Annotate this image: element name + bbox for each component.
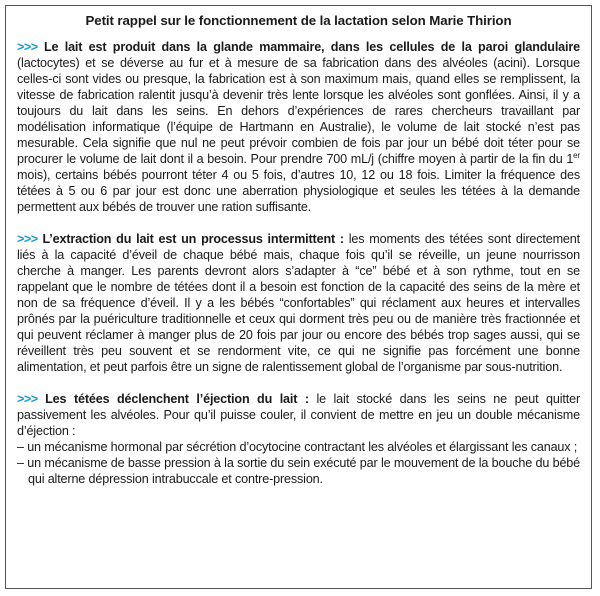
bullet-marker: >>> bbox=[17, 232, 38, 246]
section-ejection-intro bbox=[17, 391, 580, 439]
section-lead: Les tétées déclenchent l’éjection du lait : bbox=[45, 392, 309, 406]
section-lead: Le lait est produit dans la glande mammaire, dans les cellules de la paroi glandulaire bbox=[43, 40, 580, 54]
bullet-marker: >>> bbox=[17, 40, 38, 54]
list-item: – un mécanisme de basse pression à la sortie du sein exécuté par le mouvement de la bouche du bébé qui alterne dépression intrabuccale et contre-pression. bbox=[17, 456, 580, 486]
section-text: le lait stocké dans les seins ne peut quitter passivement les alvéoles. Pour qu’il puisse couler, il convient de mettre en jeu un double mécanisme d’éjection : bbox=[17, 392, 580, 438]
section-lead: L’extraction du lait est un processus intermittent : bbox=[42, 232, 344, 246]
section-ejection bbox=[17, 391, 580, 487]
superscript: er bbox=[573, 150, 580, 160]
section-text-continued: mois), certains bébés pourront téter 4 ou 5 fois, d’autres 10, 12 ou 18 fois. Limiter la fréquence des tétées à 5 ou 6 par jour est donc une aberration physiologique et seules les tétées à la demande permettent aux bébés de trouver une ration suffisante. bbox=[17, 168, 580, 214]
section-text: (lactocytes) et se déverse au fur et à mesure de sa fabrication dans des alvéoles (acini). Lorsque celles-ci sont vides ou presque, la fabrication est à son maximum mais, quand elles se remplissent, la vitesse de fabrication ralentit jusqu’à devenir très lente lorsque les alvéoles sont gonflées. Ainsi, il y a toujours du lait dans les seins. En dehors d’expériences de rares chercheurs travaillant par modélisation informatique (l’équipe de Hartmann en Australie), le volume de lait stocké n’est pas mesurable. Cela signifie que nul ne peut prévoir combien de fois par jour un bébé doit téter pour se procurer le volume de lait dont il a besoin. Pour prendre 700 mL/j (chiffre moyen à partir de la fin du 1 bbox=[17, 56, 580, 166]
box-title: Petit rappel sur le fonctionnement de la lactation selon Marie Thirion bbox=[85, 13, 512, 28]
mechanism-list bbox=[17, 439, 580, 487]
section-production bbox=[17, 39, 580, 215]
info-box bbox=[5, 5, 592, 589]
list-item: – un mécanisme hormonal par sécrétion d’ocytocine contractant les alvéoles et élargissant les canaux ; bbox=[17, 440, 578, 454]
bullet-marker: >>> bbox=[17, 392, 38, 406]
section-text: les moments des tétées sont directement liés à la capacité d’éveil de chaque bébé mais, chaque fois qu’il se réveille, un jeune nourrisson cherche à manger. Les parents devront alors s’adapter à “ce” bébé et à son rythme, tout en se rappelant que le nombre de tétées dont il a besoin est fonction de la capacité des seins de la mère et non de sa fréquence d’éveil. Il y a les bébés “confortables” qui réclament aux heures et intervalles prônés par la puériculture traditionnelle et ceux qui dorment très peu ou de manière très fractionnée et qui peuvent réclamer à manger plus de 20 fois par jour ou encore des bébés trop sages aussi, qui se réveillent très peu souvent et se rendorment vite, ce qui ne signifie pas forcément une bonne alimentation, et peut parfois être un signe de ralentissement global de l’organisme par sous-nutrition. bbox=[17, 232, 580, 374]
section-extraction bbox=[17, 231, 580, 375]
